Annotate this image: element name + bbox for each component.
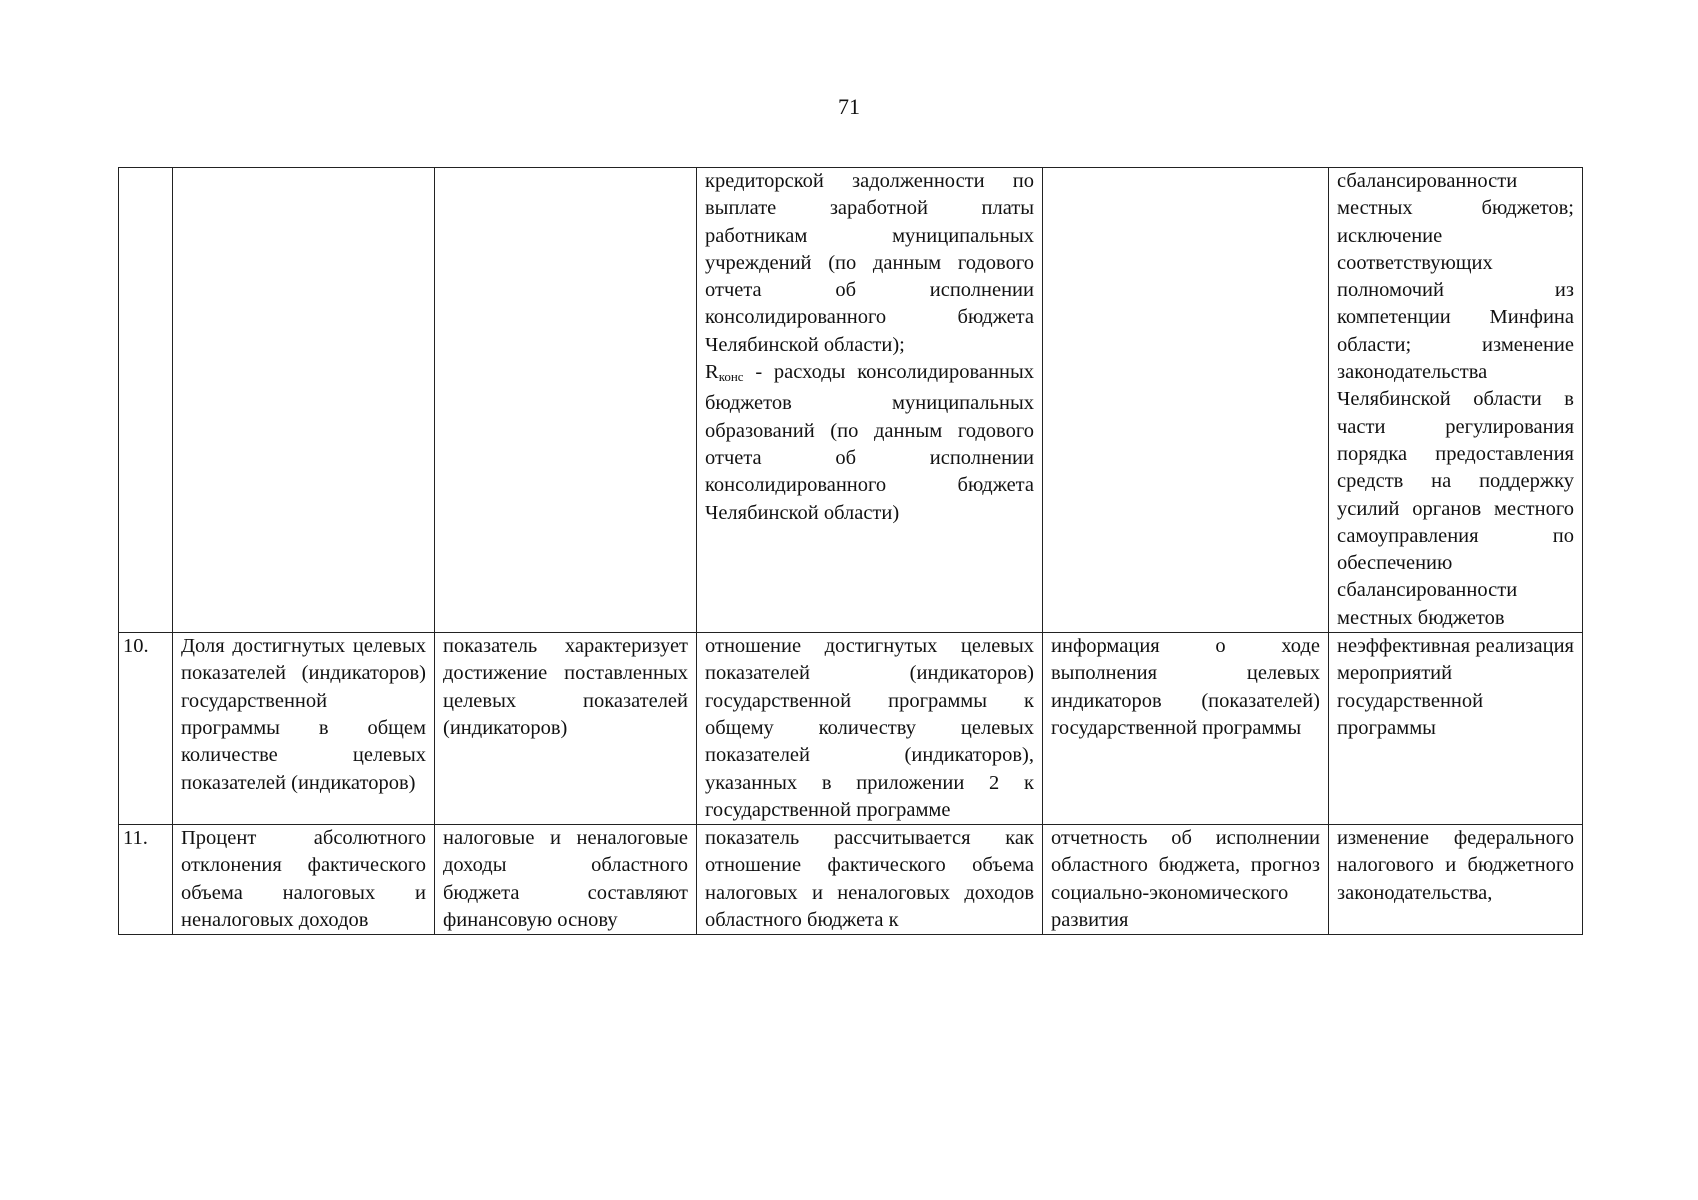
calculation-method-cell: отношение достигнутых целевых показателей (индикаторов) государственной программы к общему количеству целевых показателей (индикаторов), указанных в приложении 2 к государственной программе: [697, 633, 1043, 825]
table-row: [119, 633, 1583, 825]
page-number: 71: [838, 94, 860, 119]
indicator-name-cell: Процент абсолютного отклонения фактического объема налоговых и неналоговых доходов: [173, 825, 435, 935]
formula-text-after: - расходы консолидированных бюджетов муниципальных образований (по данным годового отчета об исполнении консолидированного бюджета Челябинской области): [705, 361, 1034, 524]
data-source-cell: отчетность об исполнении областного бюджета, прогноз социально-экономического развития: [1043, 825, 1329, 935]
calculation-method-cell: [697, 168, 1043, 633]
risks-cell: сбалансированности местных бюджетов; исключение соответствующих полномочий из компетенции Минфина области; изменение законодательства Челябинской области в части регулирования порядка предоставления средств на поддержку усилий органов местного самоуправления по обеспечению сбалансированности местных бюджетов: [1329, 168, 1583, 633]
risks-cell: изменение федерального налогового и бюджетного законодательства,: [1329, 825, 1583, 935]
indicator-name-cell: Доля достигнутых целевых показателей (индикаторов) государственной программы в общем количестве целевых показателей (индикаторов): [173, 633, 435, 825]
row-number-cell: [119, 168, 173, 633]
indicator-description-cell: показатель характеризует достижение поставленных целевых показателей (индикаторов): [435, 633, 697, 825]
calculation-method-cell: показатель рассчитывается как отношение фактического объема налоговых и неналоговых доходов областного бюджета к: [697, 825, 1043, 935]
formula-symbol-subscript: конс: [718, 369, 744, 385]
indicator-description-cell: налоговые и неналоговые доходы областного бюджета составляют финансовую основу: [435, 825, 697, 935]
data-source-cell: информация о ходе выполнения целевых индикаторов (показателей) государственной программы: [1043, 633, 1329, 825]
data-source-cell: [1043, 168, 1329, 633]
indicators-table: [118, 167, 1583, 935]
indicator-name-cell: [173, 168, 435, 633]
row-number-cell: 10.: [119, 633, 173, 825]
risks-cell: неэффективная реализация мероприятий государственной программы: [1329, 633, 1583, 825]
formula-text-before: кредиторской задолженности по выплате заработной платы работникам муниципальных учреждений (по данным годового отчета об исполнении консолидированного бюджета Челябинской области);: [705, 170, 1034, 356]
table-row: [119, 168, 1583, 633]
formula-symbol: $R_{конс}$: [705, 361, 744, 385]
table-row: [119, 825, 1583, 935]
indicator-description-cell: [435, 168, 697, 633]
row-number-cell: 11.: [119, 825, 173, 935]
